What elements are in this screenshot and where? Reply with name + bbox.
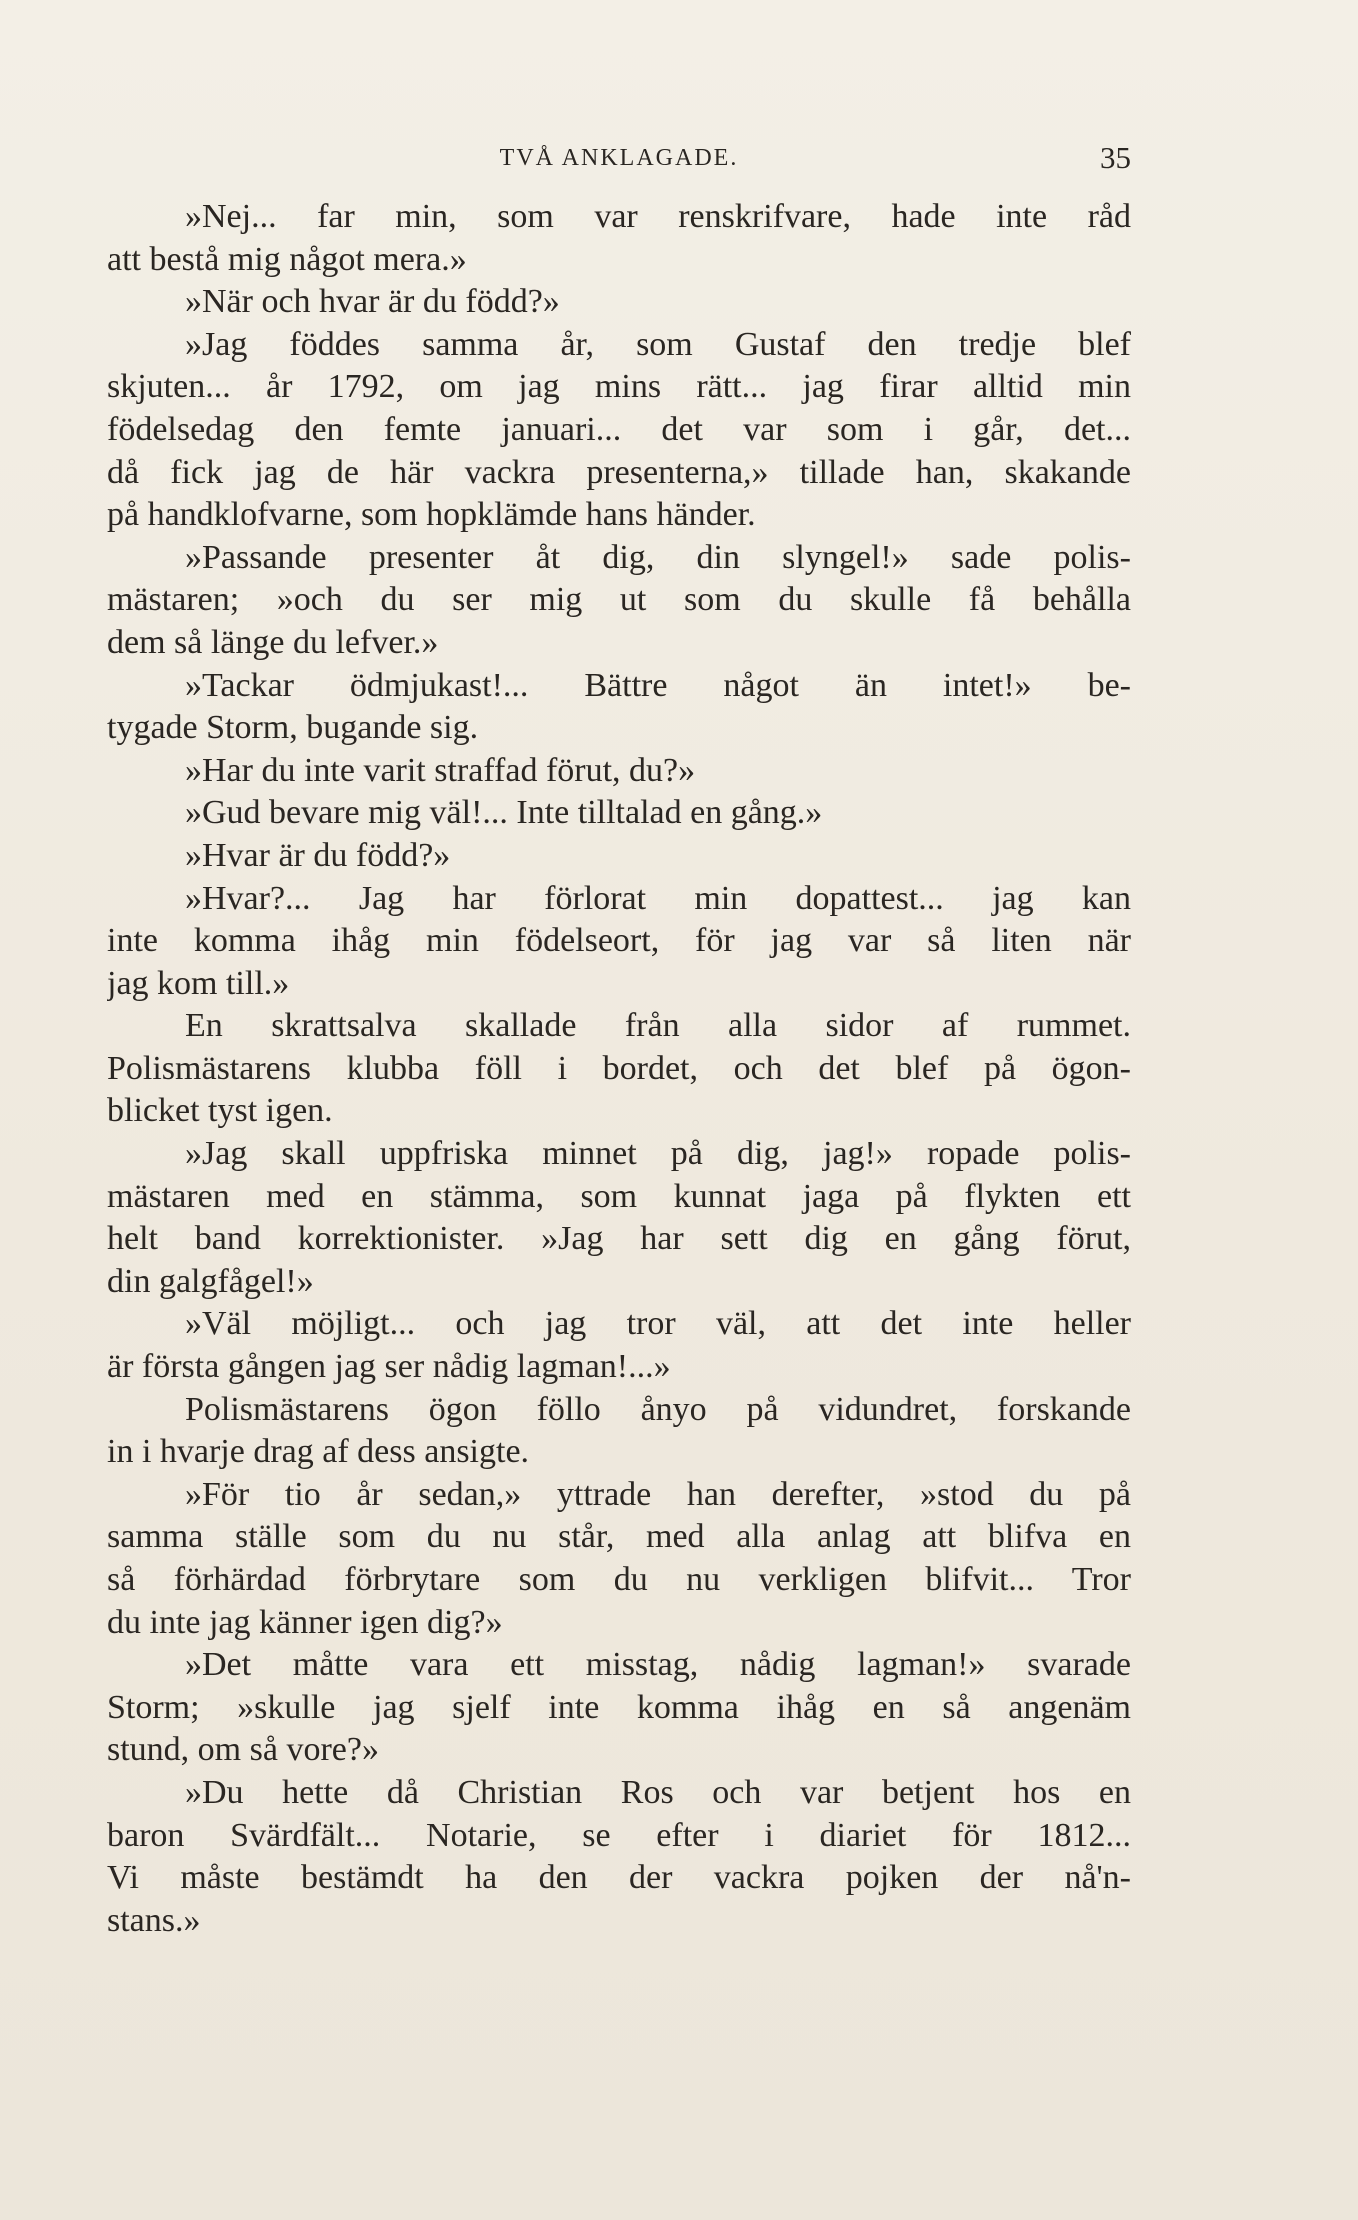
text-line: mästaren; »och du ser mig ut som du skulle få behålla xyxy=(107,581,1131,619)
text-line: mästaren med en stämma, som kunnat jaga på flykten ett xyxy=(107,1177,1131,1215)
text-line: »Passande presenter åt dig, din slyngel!» sade polis- xyxy=(185,538,1131,576)
text-line: »Hvar är du född?» xyxy=(185,836,451,874)
text-line: tygade Storm, bugande sig. xyxy=(107,709,479,747)
text-line: dem så länge du lefver.» xyxy=(107,623,439,661)
running-title: TVÅ ANKLAGADE. xyxy=(499,145,739,171)
body-text xyxy=(107,196,1131,1942)
text-line: »Väl möjligt... och jag tror väl, att det inte heller xyxy=(185,1305,1131,1343)
text-line: du inte jag känner igen dig?» xyxy=(107,1603,503,1641)
text-line: då fick jag de här vackra presenterna,» tillade han, skakande xyxy=(107,453,1131,491)
text-line: Polismästarens ögon föllo ånyo på vidundret, forskande xyxy=(185,1390,1131,1428)
text-line: baron Svärdfält... Notarie, se efter i diariet för 1812... xyxy=(107,1816,1131,1854)
text-line: samma ställe som du nu står, med alla anlag att blifva en xyxy=(107,1518,1131,1556)
text-line: »Du hette då Christian Ros och var betjent hos en xyxy=(185,1773,1131,1811)
text-line: »Hvar?... Jag har förlorat min dopattest... jag kan xyxy=(185,879,1131,917)
text-line: »Nej... far min, som var renskrifvare, hade inte råd xyxy=(185,198,1131,235)
text-line: på handklofvarne, som hopklämde hans händer. xyxy=(107,496,756,534)
text-line: »Det måtte vara ett misstag, nådig lagman!» svarade xyxy=(185,1646,1131,1684)
text-line: »Har du inte varit straffad förut, du?» xyxy=(185,751,696,789)
text-line: Vi måste bestämdt ha den der vackra pojken der nå'n- xyxy=(107,1859,1131,1897)
text-line: stans.» xyxy=(107,1901,201,1939)
text-line: »När och hvar är du född?» xyxy=(185,283,560,321)
text-line: »Jag föddes samma år, som Gustaf den tredje blef xyxy=(185,325,1131,363)
text-line: »Gud bevare mig väl!... Inte tilltalad en gång.» xyxy=(185,794,823,832)
text-line: »För tio år sedan,» yttrade han derefter, »stod du på xyxy=(185,1475,1131,1513)
text-line: Polismästarens klubba föll i bordet, och det blef på ögon- xyxy=(107,1049,1131,1087)
running-head xyxy=(107,136,1131,180)
text-line: är första gången jag ser nådig lagman!...» xyxy=(107,1348,671,1386)
text-line: födelsedag den femte januari... det var som i går, det... xyxy=(107,410,1131,448)
text-line: din galgfågel!» xyxy=(107,1262,314,1300)
text-line: stund, om så vore?» xyxy=(107,1731,379,1769)
text-line: jag kom till.» xyxy=(107,964,290,1002)
text-line: »Tackar ödmjukast!... Bättre något än intet!» be- xyxy=(185,666,1131,704)
text-line: »Jag skall uppfriska minnet på dig, jag!» ropade polis- xyxy=(185,1135,1131,1173)
text-line: så förhärdad förbrytare som du nu verkligen blifvit... Tror xyxy=(107,1561,1131,1598)
text-line: skjuten... år 1792, om jag mins rätt... jag firar alltid min xyxy=(107,368,1131,406)
text-line: blicket tyst igen. xyxy=(107,1092,333,1130)
text-line: En skrattsalva skallade från alla sidor af rummet. xyxy=(185,1007,1131,1045)
text-line: helt band korrektionister. »Jag har sett dig en gång förut, xyxy=(107,1220,1131,1258)
text-line: inte komma ihåg min födelseort, för jag var så liten när xyxy=(107,922,1131,960)
text-line: in i hvarje drag af dess ansigte. xyxy=(107,1433,530,1471)
page-number: 35 xyxy=(1100,140,1131,175)
text-line: att bestå mig något mera.» xyxy=(107,240,467,278)
text-line: Storm; »skulle jag sjelf inte komma ihåg en så angenäm xyxy=(107,1688,1131,1726)
